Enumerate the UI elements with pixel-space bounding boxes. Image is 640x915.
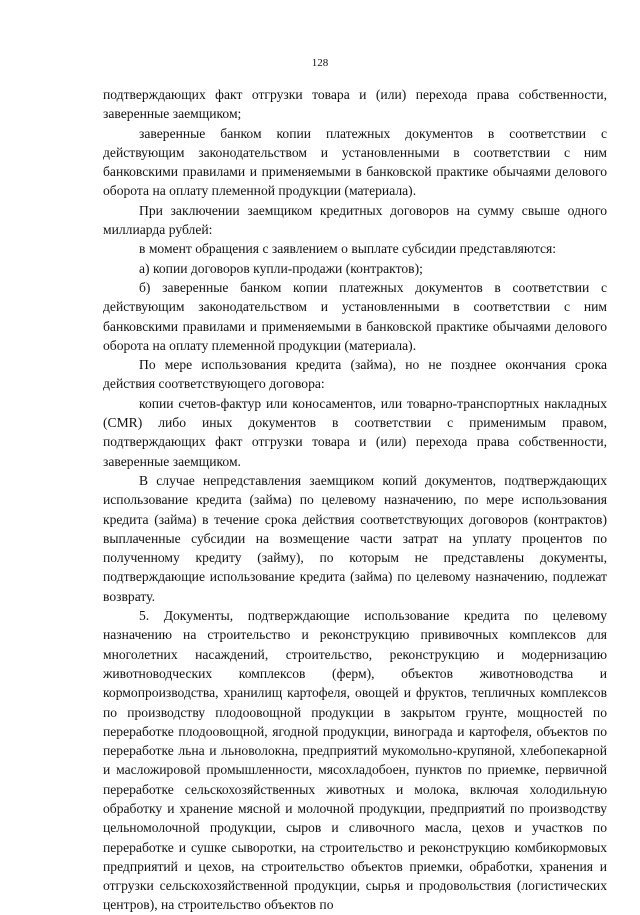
paragraph: б) заверенные банком копии платежных документов в соответствии с действующим законодательством и установленными в соответствии с ним банковскими правилами и применяемыми в банковской практике обычаями делового оборота на оплату племенной продукции (материала). bbox=[103, 279, 607, 353]
document-body bbox=[103, 85, 607, 915]
paragraph: При заключении заемщиком кредитных договоров на сумму свыше одного миллиарда рублей: bbox=[103, 202, 607, 238]
paragraph: в момент обращения с заявлением о выплате субсидии представляются: bbox=[139, 241, 557, 257]
paragraph: По мере использования кредита (займа), но не позднее окончания срока действия соответствующего договора: bbox=[103, 357, 607, 392]
paragraph: а) копии договоров купли-продажи (контрактов); bbox=[139, 260, 423, 276]
paragraph: копии счетов-фактур или коносаментов, или товарно-транспортных накладных (CMR) либо иных документов в соответствии с применимым правом, подтверждающих факт отгрузки товара и (или) перехода права собственности, заверенные заемщиком. bbox=[103, 395, 607, 469]
paragraph: подтверждающих факт отгрузки товара и (или) перехода права собственности, заверенные заемщиком; bbox=[103, 87, 607, 122]
paragraph: 5. Документы, подтверждающие использование кредита по целевому назначению на строительство и реконструкцию прививочных комплексов для многолетних насаждений, строительство, реконструкцию и модернизацию животноводческих комплексов (ферм), объектов животноводства и кормопроизводства, хранилищ картофеля, овощей и фруктов, тепличных комплексов по производству плодоовощной продукции в закрытом грунте, мощностей по переработке плодоовощной, ягодной продукции, винограда и картофеля, объектов по переработке льна и льноволокна, предприятий мукомольно-крупяной, хлебопекарной и масложировой промышленности, мясохладобоен, пунктов по приемке, первичной переработке сельскохозяйственных животных и молока, включая холодильную обработку и хранение мясной и молочной продукции, предприятий по производству цельномолочной продукции, сыров и сливочного масла, цехов и участков по переработке и сушке сыворотки, на строительство и реконструкцию комбикормовых предприятий и цехов, на строительство объектов приемки, обработки, хранения и отгрузки сельскохозяйственной продукции, сырья и продовольствия (логистических центров), на строительство объектов по bbox=[103, 608, 607, 913]
page-number: 128 bbox=[311, 57, 329, 69]
paragraph: заверенные банком копии платежных документов в соответствии с действующим законодательством и установленными в соответствии с ним банковскими правилами и применяемыми в банковской практике обычаями делового оборота на оплату племенной продукции (материала). bbox=[103, 125, 607, 199]
paragraph: В случае непредставления заемщиком копий документов, подтверждающих использование кредита (займа) по целевому назначению, по мере использования кредита (займа) в течение срока действия соответствующих договоров (контрактов) выплаченные субсидии на возмещение части затрат на уплату процентов по полученному кредиту (займу), по которым не представлены документы, подтверждающие использование кредита (займа) по целевому назначению, подлежат возврату. bbox=[103, 472, 607, 604]
